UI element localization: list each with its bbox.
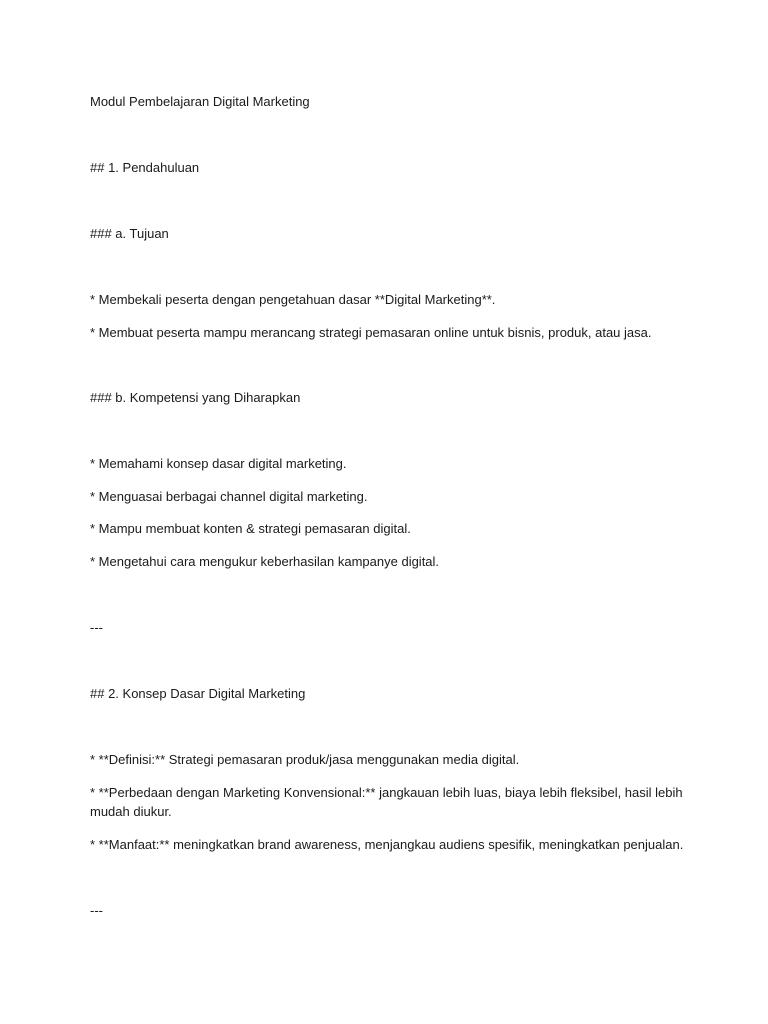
list-item: * Membuat peserta mampu merancang strategi pemasaran online untuk bisnis, produk, atau jasa. [90, 325, 652, 340]
heading-kompetensi: ### b. Kompetensi yang Diharapkan [90, 390, 301, 405]
section-divider: --- [90, 903, 103, 918]
list-item: * **Manfaat:** meningkatkan brand awareness, menjangkau audiens spesifik, meningkatkan penjualan. [90, 837, 684, 852]
list-item: * **Perbedaan dengan Marketing Konvensional:** jangkauan lebih luas, biaya lebih fleksibel, hasil lebih mudah diukur. [90, 785, 683, 819]
list-item: * Membekali peserta dengan pengetahuan dasar **Digital Marketing**. [90, 292, 496, 307]
list-item: * Mampu membuat konten & strategi pemasaran digital. [90, 521, 411, 536]
heading-pendahuluan: ## 1. Pendahuluan [90, 160, 200, 175]
document-title: Modul Pembelajaran Digital Marketing [90, 94, 310, 109]
section-divider: --- [90, 620, 103, 635]
list-item: * Memahami konsep dasar digital marketing. [90, 456, 347, 471]
heading-tujuan: ### a. Tujuan [90, 226, 169, 241]
heading-konsep: ## 2. Konsep Dasar Digital Marketing [90, 686, 306, 701]
list-item: * **Definisi:** Strategi pemasaran produk/jasa menggunakan media digital. [90, 752, 520, 767]
list-item: * Menguasai berbagai channel digital marketing. [90, 489, 368, 504]
list-item: * Mengetahui cara mengukur keberhasilan kampanye digital. [90, 554, 440, 569]
